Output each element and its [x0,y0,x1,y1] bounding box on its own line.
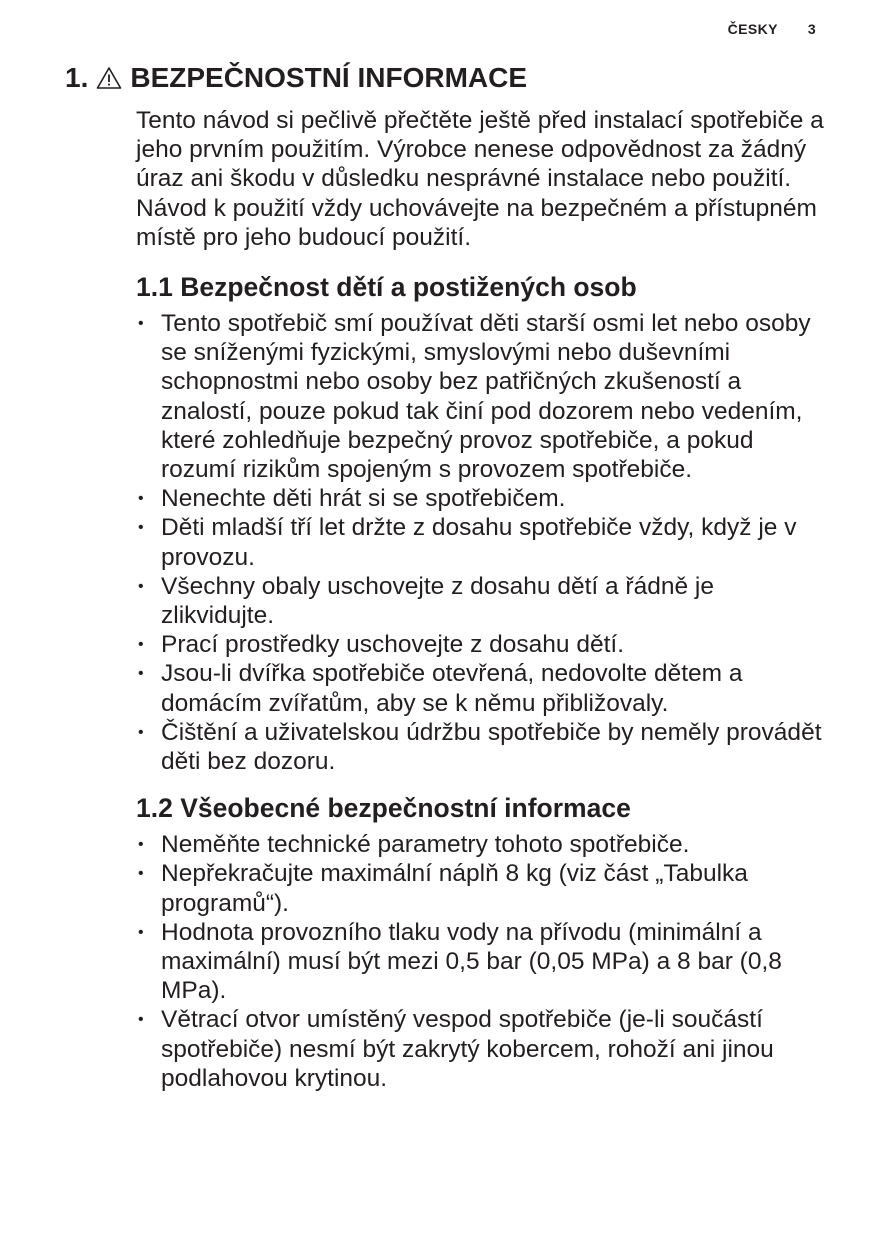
bullet-icon: • [138,490,144,508]
list-item [136,513,826,571]
list-item-text: Jsou-li dvířka spotřebiče otevřená, nedovolte dětem a domácím zvířatům, aby se k němu přibližovaly. [161,660,743,717]
bullet-icon: • [138,1011,144,1029]
list-item-text: Prací prostředky uschovejte z dosahu dětí. [161,631,625,659]
subsection-title-child-safety: 1.1 Bezpečnost dětí a postižených osob [136,272,637,303]
list-item [136,718,826,776]
list-item-text: Všechny obaly uschovejte z dosahu dětí a řádně je zlikvidujte. [161,572,714,630]
bullet-icon: • [138,923,144,941]
list-item-text: Tento spotřebič smí používat děti starší osmi let nebo osoby se sníženými fyzickými, smyslovými nebo duševními schopnostmi nebo osoby bez patřičných zkušeností a znalostí, pouze pokud tak činí pod dozorem nebo vedením, které zohledňuje bezpečný provoz spotřebiče, a pokud rozumí rizikům spojeným s provozem spotřebiče. [161,310,811,484]
section-title: BEZPEČNOSTNÍ INFORMACE [130,62,528,93]
bullet-icon: • [138,665,144,683]
list-item-text: Děti mladší tří let držte z dosahu spotřebiče vždy, když je v provozu. [161,514,797,571]
language-label: ČESKY [727,21,778,37]
list-item-text: Neměňte technické parametry tohoto spotřebiče. [161,831,690,859]
bullet-icon: • [138,636,144,654]
bullet-icon: • [138,519,144,537]
page-header [728,21,816,37]
list-item [136,309,826,484]
bullet-icon: • [138,865,144,883]
section-number: 1. [65,62,89,93]
intro-paragraph: Tento návod si pečlivě přečtěte ještě před instalací spotřebiče a jeho prvním použitím. Výrobce nenese odpovědnost za žádný úraz ani škodu v důsledku nesprávné instalace nebo použití. Návod k použití vždy uchovávejte na bezpečném a přístupném místě pro jeho budoucí použití. [136,107,824,251]
list-item [136,572,826,630]
bullet-icon: • [138,723,144,741]
list-item [136,830,826,859]
list-item-text: Větrací otvor umístěný vespod spotřebiče (je-li součástí spotřebiče) nesmí být zakrytý kobercem, rohoží ani jinou podlahovou krytinou. [161,1006,774,1092]
list-item [136,659,826,717]
general-safety-list [136,830,826,1093]
list-item [136,1005,826,1093]
child-safety-list [136,309,826,776]
section-heading [65,62,527,94]
bullet-icon: • [138,315,144,333]
list-item-text: Nepřekračujte maximální náplň 8 kg (viz část „Tabulka programů“). [161,860,748,917]
list-item-text: Nenechte děti hrát si se spotřebičem. [161,485,566,513]
list-item [136,630,826,659]
content-column [136,106,826,1093]
list-item [136,918,826,1006]
list-item-text: Hodnota provozního tlaku vody na přívodu (minimální a maximální) musí být mezi 0,5 bar (0,05 MPa) a 8 bar (0,8 MPa). [161,918,782,1005]
list-item-text: Čištění a uživatelskou údržbu spotřebiče by neměly provádět děti bez dozoru. [161,718,822,776]
bullet-icon: • [138,577,144,595]
bullet-icon: • [138,836,144,854]
subsection-title-general-safety: 1.2 Všeobecné bezpečnostní informace [136,793,631,824]
list-item [136,484,826,513]
list-item [136,859,826,917]
page-number: 3 [807,21,816,37]
warning-triangle-icon [96,65,122,89]
